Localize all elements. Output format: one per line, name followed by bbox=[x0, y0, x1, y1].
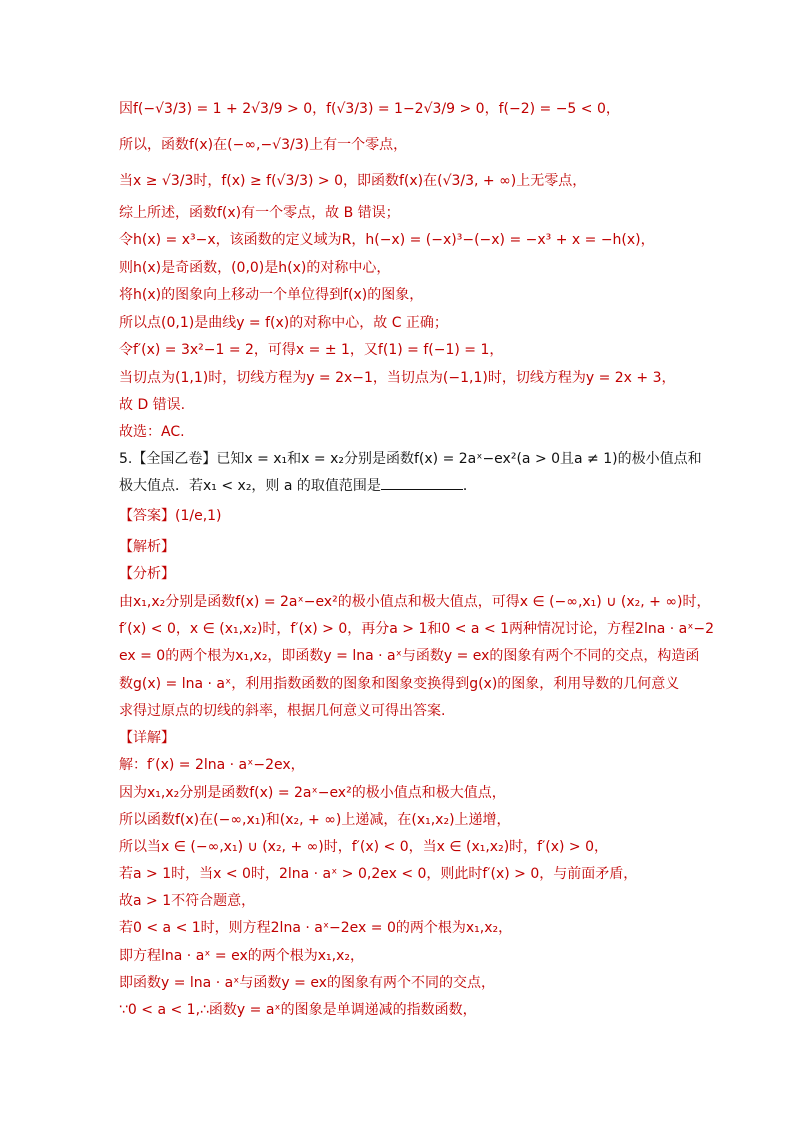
text-line: 即方程lna · aˣ = ex的两个根为x₁,x₂， bbox=[119, 948, 365, 964]
answer-blank bbox=[381, 475, 463, 490]
text-line: 因为x₁,x₂分别是函数f(x) = 2aˣ−ex²的极小值点和极大值点， bbox=[119, 785, 506, 801]
text-line: ∵0 < a < 1,∴函数y = aˣ的图象是单调递减的指数函数， bbox=[119, 1002, 477, 1018]
text-line: 故选：AC. bbox=[119, 424, 185, 440]
text-line: 所以当x ∈ (−∞,x₁) ∪ (x₂, + ∞)时，f′(x) < 0，当x ∈ (x₁,x₂)时，f′(x) > 0， bbox=[119, 839, 609, 855]
section-heading: 【解析】 bbox=[119, 539, 175, 555]
section-heading: 【分析】 bbox=[119, 566, 175, 582]
text-line: 令f′(x) = 3x²−1 = 2，可得x = ± 1，又f(1) = f(−1) = 1， bbox=[119, 342, 504, 358]
answer-line: 【答案】(1/e,1) bbox=[119, 508, 222, 524]
text-line: 求得过原点的切线的斜率，根据几何意义可得出答案. bbox=[119, 703, 446, 719]
text-line: 解：f′(x) = 2lna · aˣ−2ex， bbox=[119, 757, 305, 773]
text-line: 将h(x)的图象向上移动一个单位得到f(x)的图象， bbox=[119, 287, 424, 303]
text-line: 故a > 1不符合题意， bbox=[119, 893, 256, 909]
text-line: 令h(x) = x³−x，该函数的定义域为R，h(−x) = (−x)³−(−x) = −x³ + x = −h(x)， bbox=[119, 232, 655, 248]
text-line: 当x ≥ √3/3时，f(x) ≥ f(√3/3) > 0，即函数f(x)在(√3/3, + ∞)上无零点， bbox=[119, 173, 587, 189]
section-heading: 【详解】 bbox=[119, 730, 175, 746]
text-line: 若0 < a < 1时，则方程2lna · aˣ−2ex = 0的两个根为x₁,x₂， bbox=[119, 920, 513, 936]
text-line: 数g(x) = lna · aˣ，利用指数函数的图象和图象变换得到g(x)的图象，利用导数的几何意义 bbox=[119, 676, 680, 692]
text-line: 则h(x)是奇函数，(0,0)是h(x)的对称中心， bbox=[119, 260, 391, 276]
text-line: 因f(−√3/3) = 1 + 2√3/9 > 0，f(√3/3) = 1−2√3/9 > 0，f(−2) = −5 < 0， bbox=[119, 101, 620, 117]
text-line: 当切点为(1,1)时，切线方程为y = 2x−1，当切点为(−1,1)时，切线方程为y = 2x + 3， bbox=[119, 370, 676, 386]
text-line: 由x₁,x₂分别是函数f(x) = 2aˣ−ex²的极小值点和极大值点，可得x ∈ (−∞,x₁) ∪ (x₂, + ∞)时， bbox=[119, 594, 711, 610]
text-line: f′(x) < 0，x ∈ (x₁,x₂)时，f′(x) > 0，再分a > 1和0 < a < 1两种情况讨论，方程2lna · aˣ−2 bbox=[119, 621, 715, 637]
text-line: 若a > 1时，当x < 0时，2lna · aˣ > 0,2ex < 0，则此时f′(x) > 0，与前面矛盾， bbox=[119, 866, 638, 882]
question-line: 5.【全国乙卷】已知x = x₁和x = x₂分别是函数f(x) = 2aˣ−ex²(a > 0且a ≠ 1)的极小值点和 bbox=[119, 451, 702, 467]
text-line: 故 D 错误. bbox=[119, 397, 186, 413]
text-line: 综上所述，函数f(x)有一个零点，故 B 错误； bbox=[119, 205, 400, 221]
text-line: 所以点(0,1)是曲线y = f(x)的对称中心，故 C 正确； bbox=[119, 315, 448, 331]
question-line: 极大值点．若x₁ < x₂，则 a 的取值范围是 ． bbox=[119, 474, 477, 498]
text-line: 所以，函数f(x)在(−∞,−√3/3)上有一个零点， bbox=[119, 137, 408, 153]
text-line: ex = 0的两个根为x₁,x₂，即函数y = lna · aˣ与函数y = ex的图象有两个不同的交点，构造函 bbox=[119, 648, 700, 664]
text-line: 所以函数f(x)在(−∞,x₁)和(x₂, + ∞)上递减，在(x₁,x₂)上递增， bbox=[119, 812, 511, 828]
text-line: 即函数y = lna · aˣ与函数y = ex的图象有两个不同的交点， bbox=[119, 975, 495, 991]
